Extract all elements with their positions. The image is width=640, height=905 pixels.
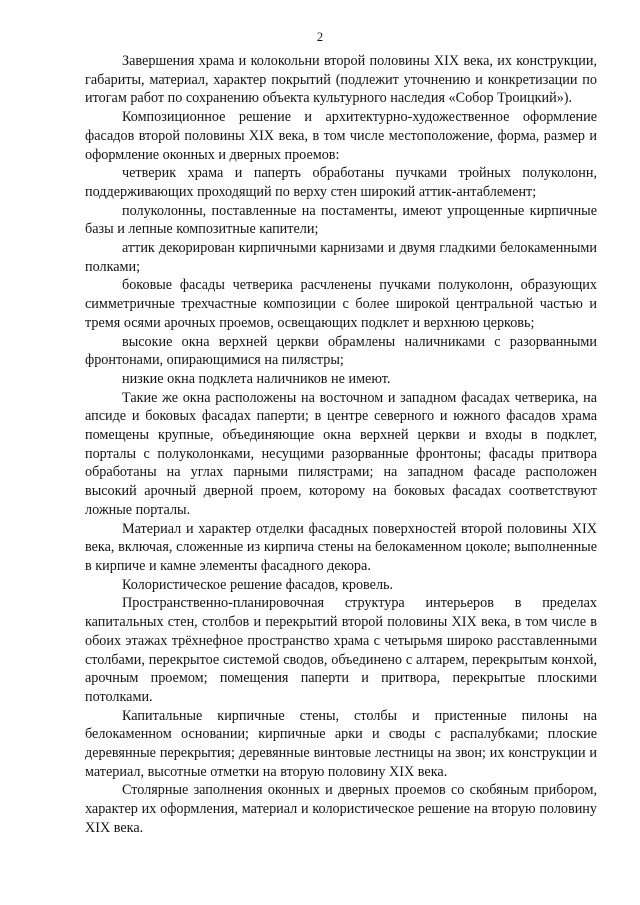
paragraph: Колористическое решение фасадов, кровель. — [122, 576, 394, 593]
paragraph: аттик декорирован кирпичными карнизами и двумя гладкими белокаменными полками; — [85, 240, 597, 275]
paragraph: четверик храма и паперть обработаны пучками тройных полуколонн, поддерживающих проходящий по верху стен широкий аттик-антаблемент; — [85, 165, 597, 200]
document-body — [85, 52, 597, 838]
paragraph: Завершения храма и колокольни второй половины XIX века, их конструкции, габариты, материал, характер покрытий (подлежит уточнению и конкретизации по итогам работ по сохранению объекта культурного наследия «Собор Троицкий»). — [85, 53, 597, 107]
paragraph: Пространственно-планировочная структура интерьеров в пределах капитальных стен, столбов и перекрытий второй половины XIX века, в том числе в обоих этажах трёхнефное пространство храма с четырьмя широко расставленными столбами, перекрытое системой сводов, объединено с алтарем, перекрытым конхой, арочным проемом; помещения паперти и притвора, перекрытые плоскими потолками. — [85, 595, 597, 705]
paragraph: низкие окна подклета наличников не имеют. — [122, 370, 391, 387]
paragraph: Материал и характер отделки фасадных поверхностей второй половины XIX века, включая, сложенные из кирпича стены на белокаменном цоколе; выполненные в кирпиче и камне элементы фасадного декора. — [85, 520, 597, 574]
paragraph: высокие окна верхней церкви обрамлены наличниками с разорванными фронтонами, опирающимися на пилястры; — [85, 333, 597, 369]
paragraph: полуколонны, поставленные на постаменты, имеют упрощенные кирпичные базы и лепные композитные капители; — [85, 202, 597, 238]
paragraph: Композиционное решение и архитектурно-художественное оформление фасадов второй половины XIX века, в том числе местоположение, форма, размер и оформление оконных и дверных проемов: — [85, 109, 597, 163]
paragraph: Такие же окна расположены на восточном и западном фасадах четверика, на апсиде и боковых фасадах паперти; в центре северного и южного фасадов храма помещены крупные, объединяющие окна верхней церкви и входы в подклет, порталы с полуколонками, несущими разорванные фронтоны; фасады притвора обработаны на углах парными пилястрами; на западном фасаде расположен высокий арочный дверной проем, которому на боковых фасадах соответствуют ложные порталы. — [85, 389, 597, 518]
paragraph: Капитальные кирпичные стены, столбы и пристенные пилоны на белокаменном основании; кирпичные арки и своды с распалубками; плоские деревянные перекрытия; деревянные винтовые лестницы на звон; их конструкции и материал, высотные отметки на вторую половину XIX века. — [85, 707, 597, 780]
paragraph: Столярные заполнения оконных и дверных проемов со скобяным прибором, характер их оформления, материал и колористическое решение на вторую половину XIX века. — [85, 782, 597, 836]
paragraph: боковые фасады четверика расчленены пучками полуколонн, образующих симметричные трехчастные композиции с более широкой центральной частью и тремя осями арочных проемов, освещающих подклет и верхнюю церковь; — [85, 277, 597, 331]
page-number: 2 — [316, 30, 324, 44]
